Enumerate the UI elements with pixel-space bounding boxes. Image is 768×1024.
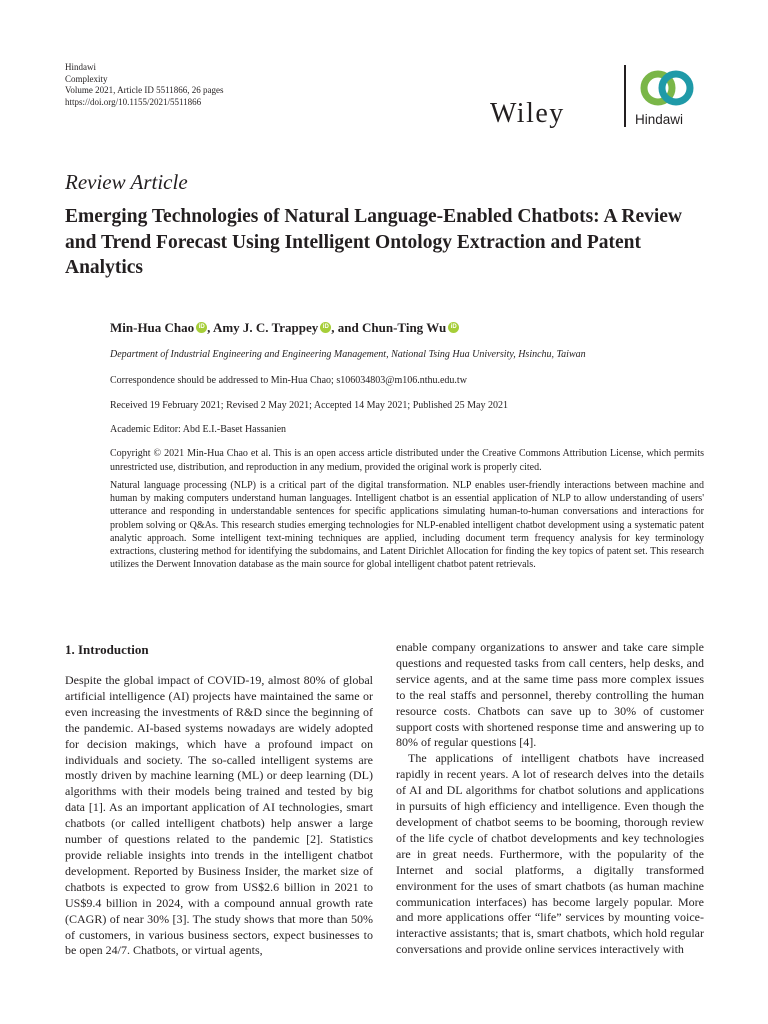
- affiliation: Department of Industrial Engineering and Engineering Management, National Tsing Hua University, Hsinchu, Taiwan: [110, 349, 586, 360]
- journal-publisher: Hindawi: [65, 62, 96, 72]
- author-list: [110, 320, 459, 336]
- author-separator: , and: [331, 320, 362, 335]
- hindawi-wordmark: Hindawi: [635, 112, 684, 127]
- journal-doi-link[interactable]: https://doi.org/10.1155/2021/5511866: [65, 96, 202, 107]
- orcid-icon[interactable]: [448, 322, 459, 333]
- abstract: Natural language processing (NLP) is a critical part of the digital transformation. NLP enables user-friendly interactions between machine and human by making computers understand human languages. Intelligent chatbot is an essential application of NLP to allow understanding of users' utterance and responding in understandable sentences for specific applications simulating human-to-human conversations and interactions for problem solving or Q&As. This research studies emerging technologies for NLP-enabled intelligent chatbot development using a systematic patent analytic approach. Some intelligent text-mining techniques are applied, including document term frequency analysis for key terminology extractions, clustering method for identifying the subdomains, and Latent Dirichlet Allocation for finding the key topics of patent set. This research utilizes the Derwent Innovation database as the main source for global intelligent chatbot patent retrievals.: [110, 480, 704, 571]
- publication-dates: Received 19 February 2021; Revised 2 May 2021; Accepted 14 May 2021; Published 25 May 2021: [110, 400, 508, 411]
- body-paragraph: The applications of intelligent chatbots have increased rapidly in recent years. A lot of research delves into the details of AI and DL algorithms for chatbot solutions and applications in pursuits of high efficiency and intelligence. Even though the development of chatbot seems to be booming, thorough review of the life cycle of chatbot developments and key technologies are in great needs. Furthermore, with the popularity of the Internet and social platforms, a digitally transformed environment for the uses of smart chatbots (as human machine communication interfaces) has become largely popular. More and more applications offer “life” services by mounting voice-interactive assistants; that is, smart chatbots, which hold regular conversations and provide online services interactively with: [396, 751, 704, 957]
- author-name: Min-Hua Chao: [110, 320, 195, 335]
- orcid-icon[interactable]: [320, 322, 331, 333]
- academic-editor: Academic Editor: Abd E.I.-Baset Hassanien: [110, 424, 287, 435]
- journal-name: Complexity: [65, 73, 108, 84]
- journal-volume: Volume 2021, Article ID 5511866, 26 pages: [65, 85, 224, 96]
- body-paragraph: enable company organizations to answer and take care simple questions and requested tasks from call centers, help desks, and service agents, and at the same time pass more complex issues to the real staffs and personnel, thereby controlling the human resource costs. Chatbots can save up to 30% of customer support costs with shortened response time and answering up to 80% of regular questions [4].: [396, 640, 704, 750]
- author-separator: ,: [207, 320, 213, 335]
- hindawi-rings-icon: [638, 66, 698, 110]
- orcid-icon[interactable]: [196, 322, 207, 333]
- publisher-logos: [488, 62, 718, 132]
- article-type: Review Article: [65, 170, 188, 194]
- right-column: [396, 640, 704, 958]
- wiley-logo: [490, 98, 565, 130]
- article-title: Emerging Technologies of Natural Language-Enabled Chatbots: A Review and Trend Forecast Using Intelligent Ontology Extraction and Patent Analytics: [65, 206, 683, 278]
- author-name: Chun-Ting Wu: [362, 320, 447, 335]
- correspondence: Correspondence should be addressed to Min-Hua Chao; s106034803@m106.nthu.edu.tw: [110, 375, 467, 386]
- left-column: [65, 673, 373, 959]
- body-paragraph: Despite the global impact of COVID-19, almost 80% of global artificial intelligence (AI) projects have maintained the same or even increasing the investments of R&D since the beginning of the pandemic. AI-based systems nowadays are widely adopted for decision makings, which have a profound impact on individuals and society. The so-called intelligent systems are mostly driven by machine learning (ML) or deep learning (DL) algorithms with their models being trained and tested by big data [1]. As an important application of AI technologies, smart chatbots (or called intelligent chatbots) help answer a large number of questions related to the pandemic [2]. Statistics provide reliable insights into trends in the intelligent chatbot development. Reported by Business Insider, the market size of chatbots is expected to grow from US$2.6 billion in 2021 to US$9.4 billion in 2024, with a compound annual growth rate (CAGR) of near 30% [3]. The study shows that more than 50% of customers, in various business sectors, expect businesses to be open 24/7. Chatbots, or virtual agents,: [65, 673, 373, 958]
- logo-divider: [624, 65, 626, 127]
- wiley-wordmark: Wiley: [490, 98, 565, 129]
- section-heading: 1. Introduction: [65, 642, 149, 657]
- copyright-notice: Copyright © 2021 Min-Hua Chao et al. This is an open access article distributed under the Creative Commons Attribution License, which permits unrestricted use, distribution, and reproduction in any medium, provided the original work is properly cited.: [110, 448, 704, 473]
- author-name: Amy J. C. Trappey: [212, 320, 319, 335]
- journal-info: [65, 62, 223, 108]
- hindawi-ring-teal: [662, 74, 690, 102]
